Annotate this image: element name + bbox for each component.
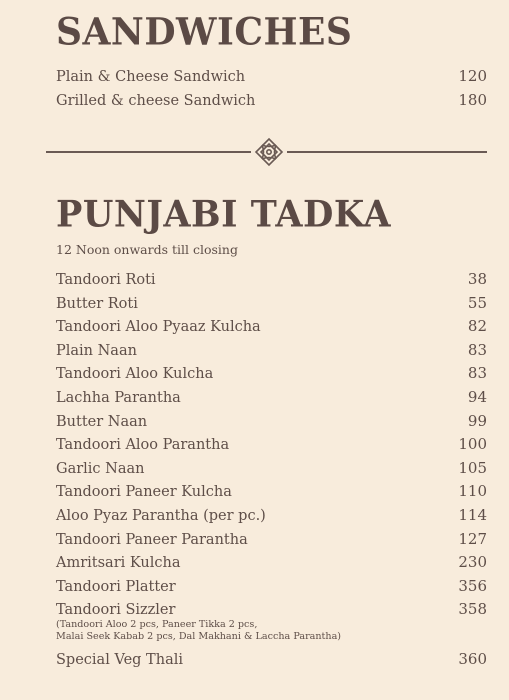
menu-item — [56, 410, 487, 434]
item-price: 82 — [467, 317, 487, 336]
item-name: Lachha Parantha — [56, 389, 181, 406]
menu-item — [56, 575, 487, 599]
item-note-line: (Tandoori Aloo 2 pcs, Paneer Tikka 2 pcs, — [56, 618, 258, 630]
sandwiches-list — [56, 65, 487, 112]
item-name: Butter Roti — [56, 295, 138, 312]
item-name: Amritsari Kulcha — [56, 555, 181, 572]
menu-item — [56, 268, 487, 292]
item-note-line: Malai Seek Kabab 2 pcs, Dal Makhani & Laccha Parantha) — [56, 631, 342, 643]
item-name: Tandoori Paneer Kulcha — [56, 484, 232, 501]
section-divider — [46, 137, 487, 167]
item-name: Tandoori Platter — [56, 578, 176, 595]
section-title-sandwiches: SANDWICHES — [56, 10, 353, 55]
section-title-punjabi-tadka: PUNJABI TADKA — [56, 193, 391, 237]
menu-item — [56, 528, 487, 552]
divider-line-right — [287, 151, 487, 153]
item-note — [56, 619, 487, 648]
menu-item — [56, 65, 487, 89]
item-price: 55 — [467, 293, 487, 312]
item-price: 120 — [458, 67, 487, 85]
item-price: 105 — [458, 458, 487, 477]
item-price: 83 — [467, 340, 487, 359]
item-price: 38 — [467, 270, 487, 288]
item-name: Special Veg Thali — [56, 651, 183, 668]
menu-item — [56, 89, 487, 113]
item-name: Tandoori Aloo Pyaaz Kulcha — [56, 319, 261, 336]
section-subtitle: 12 Noon onwards till closing — [56, 242, 238, 257]
ornament-icon — [253, 137, 285, 167]
menu-item — [56, 648, 487, 672]
menu-item — [56, 339, 487, 363]
menu-item — [56, 292, 487, 316]
item-price: 100 — [458, 435, 487, 454]
menu-item — [56, 315, 487, 339]
menu-item — [56, 504, 487, 528]
item-price: 110 — [458, 482, 487, 501]
item-price: 360 — [458, 649, 487, 668]
item-name: Plain & Cheese Sandwich — [56, 69, 246, 85]
item-name: Tandoori Sizzler — [56, 602, 176, 619]
menu-item — [56, 457, 487, 481]
item-price: 127 — [458, 529, 487, 548]
item-name: Plain Naan — [56, 342, 137, 359]
menu-item — [56, 480, 487, 504]
item-name: Garlic Naan — [56, 460, 145, 477]
item-price: 358 — [458, 600, 487, 619]
item-price: 83 — [467, 364, 487, 383]
item-price: 99 — [467, 411, 487, 430]
item-name: Tandoori Paneer Parantha — [56, 531, 248, 548]
item-price: 94 — [467, 387, 487, 406]
menu-item — [56, 362, 487, 386]
item-name: Tandoori Aloo Kulcha — [56, 366, 214, 383]
menu-item — [56, 433, 487, 457]
item-price: 180 — [458, 90, 487, 109]
item-price: 114 — [458, 505, 487, 524]
item-price: 356 — [458, 576, 487, 595]
menu-item — [56, 386, 487, 410]
item-name: Aloo Pyaz Parantha (per pc.) — [56, 507, 266, 524]
item-name: Grilled & cheese Sandwich — [56, 92, 256, 109]
divider-line-left — [46, 151, 251, 153]
item-name: Tandoori Aloo Parantha — [56, 437, 230, 454]
menu-item — [56, 551, 487, 575]
item-name: Butter Naan — [56, 413, 148, 430]
item-price: 230 — [458, 553, 487, 572]
item-name: Tandoori Roti — [56, 272, 156, 288]
punjabi-tadka-list — [56, 268, 487, 672]
